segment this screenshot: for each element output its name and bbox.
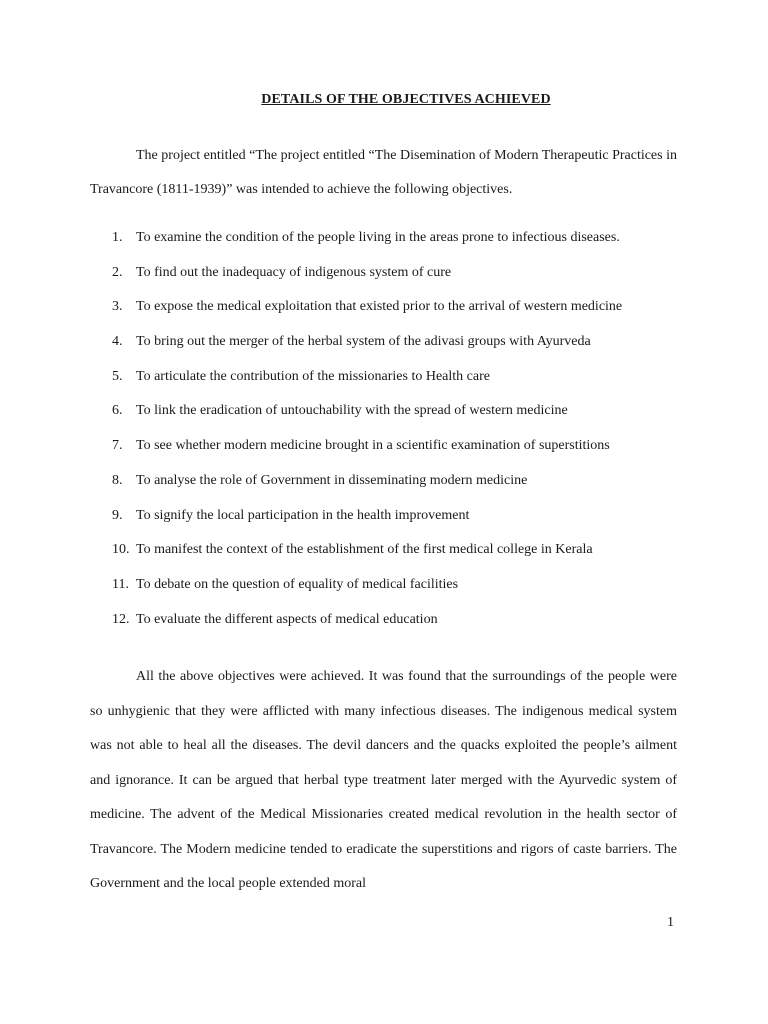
list-item xyxy=(90,263,690,298)
list-item xyxy=(90,297,690,332)
summary-paragraph: All the above objectives were achieved. It was found that the surroundings of the people were so unhygienic that they were afflicted with many infectious diseases. The indigenous medical system was not able to heal all the diseases. The devil dancers and the quacks exploited the people’s ailment and ignorance. It can be argued that herbal type treatment later merged with the Ayurvedic system of medicine. The advent of the Medical Missionaries created medical revolution in the health sector of Travancore. The Modern medicine tended to eradicate the superstitions and rigors of caste barriers. The Government and the local people extended moral xyxy=(90,669,677,891)
item-number: 8. xyxy=(112,472,123,488)
item-text: To evaluate the different aspects of medical education xyxy=(136,611,438,627)
item-text: To signify the local participation in the health improvement xyxy=(136,507,470,523)
item-number: 9. xyxy=(112,507,123,523)
item-text: To debate on the question of equality of medical facilities xyxy=(136,576,459,592)
item-text: To expose the medical exploitation that existed prior to the arrival of western medicine xyxy=(136,299,623,315)
item-text: To analyse the role of Government in disseminating modern medicine xyxy=(136,472,528,488)
item-number: 10. xyxy=(112,542,130,558)
item-text: To link the eradication of untouchability with the spread of western medicine xyxy=(136,403,568,419)
item-number: 2. xyxy=(112,264,123,280)
item-text: To examine the condition of the people living in the areas prone to infectious diseases. xyxy=(136,230,620,245)
list-item xyxy=(90,401,690,436)
list-item xyxy=(90,575,690,610)
list-item xyxy=(90,367,690,402)
list-item xyxy=(90,506,690,541)
item-number: 7. xyxy=(112,438,123,454)
item-number: 1. xyxy=(112,230,123,245)
item-text: To find out the inadequacy of indigenous system of cure xyxy=(136,264,452,280)
item-text: To articulate the contribution of the missionaries to Health care xyxy=(136,368,490,384)
page-number: 1 xyxy=(667,915,674,930)
list-item xyxy=(90,332,690,367)
list-item xyxy=(90,228,690,263)
item-number: 11. xyxy=(112,576,129,592)
list-item xyxy=(90,436,690,471)
intro-paragraph: The project entitled “The project entitled “The Disemination of Modern Therapeutic Practices in Travancore (1811-1939)” was intended to achieve the following objectives. xyxy=(90,148,677,197)
item-number: 12. xyxy=(112,611,130,627)
item-text: To see whether modern medicine brought in a scientific examination of superstitions xyxy=(136,438,610,454)
document-title: DETAILS OF THE OBJECTIVES ACHIEVED xyxy=(261,92,551,107)
objectives-list xyxy=(90,228,690,644)
item-number: 3. xyxy=(112,299,123,315)
list-item xyxy=(90,471,690,506)
item-text: To bring out the merger of the herbal system of the adivasi groups with Ayurveda xyxy=(136,334,591,350)
item-number: 4. xyxy=(112,334,123,350)
list-item xyxy=(90,540,690,575)
item-number: 6. xyxy=(112,403,123,419)
item-number: 5. xyxy=(112,368,123,384)
list-item xyxy=(90,610,690,645)
item-text: To manifest the context of the establishment of the first medical college in Kerala xyxy=(136,542,593,558)
